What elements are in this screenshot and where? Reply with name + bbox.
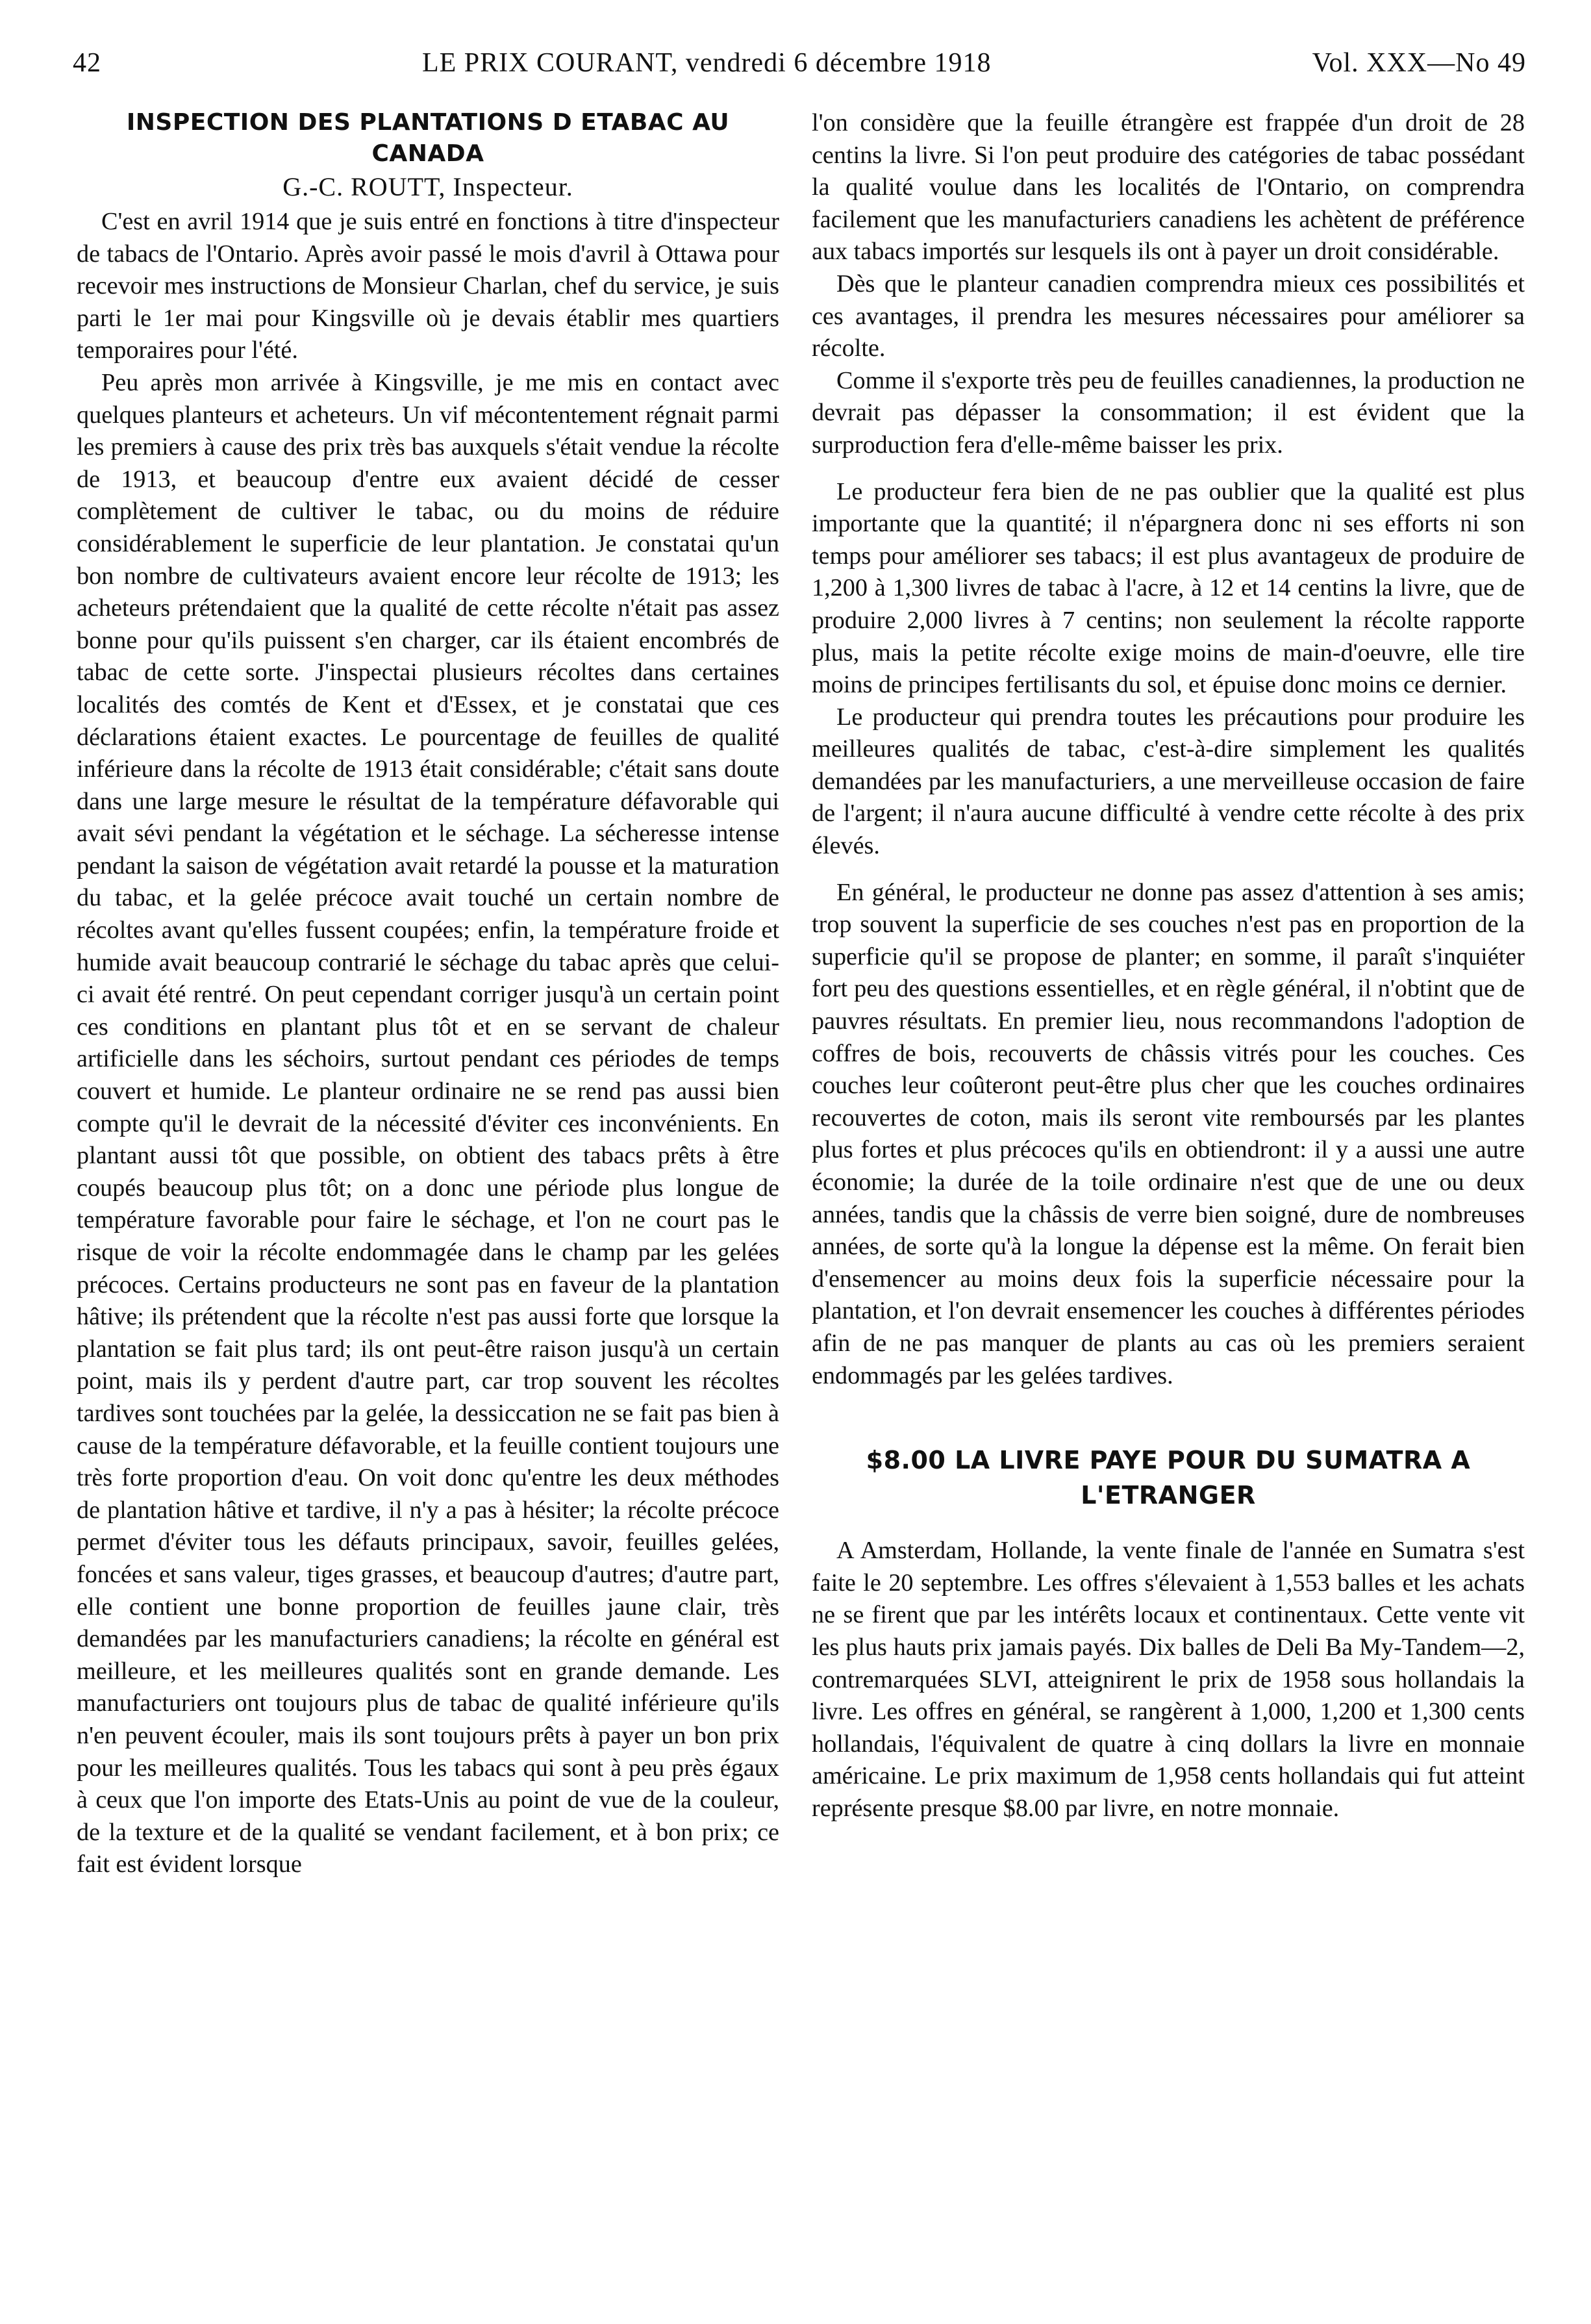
- article-paragraph: Dès que le planteur canadien comprendra mieux ces possibilités et ces avantages, il prendra les mesures nécessaires pour améliorer sa récolte.: [812, 270, 1525, 362]
- left-column: [77, 107, 779, 1881]
- article-paragraph: En général, le producteur ne donne pas assez d'attention à ses amis; trop souvent la superficie de ses couches n'est pas en proportion de la superficie qu'il se propose de planter; en somme, il paraît s'inquiéter fort peu des questions essentielles, et en règle général, il n'obtint que de pauvres résultats. En premier lieu, nous recommandons l'adoption de coffres de bois, recouverts de châssis vitrés pour les couches. Ces couches leur coûteront peut-être plus cher que les couches ordinaires recouvertes de coton, mais ils seront vite remboursés par les plantes plus fortes et plus précoces qu'ils en obtiendront: il y a aussi une autre économie; la durée de la toile ordinaire n'est que de une ou deux années, tandis que la châssis de verre bien soigné, dure de nombreuses années, de sorte qu'à la longue la dépense est la même. On ferait bien d'ensemencer au moins deux fois la superficie nécessaire pour la plantation, et l'on devrait ensemencer les couches à différentes périodes afin de ne pas manquer de plants au cas où les premiers seraient endommagés par les gelées tardives.: [812, 878, 1525, 1389]
- article-paragraph: Le producteur fera bien de ne pas oublier que la qualité est plus importante que la quantité; il n'épargnera donc ni ses efforts ni son temps pour améliorer ses tabacs; il est plus avantageux de produire de 1,200 à 1,300 livres de tabac à l'acre, à 12 et 14 centins la livre, que de produire 2,000 livres à 7 centins; non seulement la récolte rapporte plus, mais la petite récolte exige moins de main-d'oeuvre, elle tire moins de principes fertilisants du sol, et épuise donc moins ce dernier.: [812, 477, 1525, 699]
- article-title-inspection: INSPECTION DES PLANTATIONS D ETABAC AU CANADA: [126, 109, 730, 167]
- page-header: [73, 34, 1526, 92]
- volume-number: Vol. XXX—No 49: [1312, 48, 1526, 78]
- article-paragraph: C'est en avril 1914 que je suis entré en fonctions à titre d'inspecteur de tabacs de l'Ontario. Après avoir passé le mois d'avril à Ottawa pour recevoir mes instructions de Monsieur Charlan, chef du service, je suis parti le 1er mai pour Kingsville où je devais établir mes quartiers temporaires pour l'été.: [77, 208, 779, 364]
- right-column: [812, 107, 1525, 1825]
- article-paragraph: Peu après mon arrivée à Kingsville, je me mis en contact avec quelques planteurs et acheteurs. Un vif mécontentement régnait parmi les premiers à cause des prix très bas auxquels s'était vendue la récolte de 1913, et beaucoup d'entre eux avaient décidé de cesser complètement de cultiver le tabac, ou du moins de réduire considérablement le superficie de leur plantation. Je constatai qu'un bon nombre de cultivateurs avaient encore leur récolte de 1913; les acheteurs prétendaient que la qualité de cette récolte n'était pas assez bonne pour qu'ils puissent s'en charger, car ils étaient encombrés de tabac de cette sorte. J'inspectai plusieurs récoltes dans certaines localités des comtés de Kent et d'Essex, et je constatai que ces déclarations étaient exactes. Le pourcentage de feuilles de qualité inférieure dans la récolte de 1913 était considérable; c'était sans doute dans une large mesure le résultat de la température défavorable qui avait sévi pendant la végétation et le séchage. La sécheresse intense pendant la saison de végétation avait retardé la pousse et la maturation du tabac, et la gelée précoce avait touché un certain nombre de récoltes avant qu'elles fussent coupées; enfin, la température froide et humide avait beaucoup contrarié le séchage du tabac après que celui-ci avait été rentré. On peut cependant corriger jusqu'à un certain point ces conditions en plantant plus tôt et en se servant de chaleur artificielle dans les séchoirs, surtout pendant ces périodes de temps couvert et humide. Le planteur ordinaire ne se rend pas aussi bien compte qu'il le devrait de la nécessité d'éviter ces inconvénients. En plantant aussi tôt que possible, on obtient des tabacs prêts à être coupés beaucoup plus tôt; on a donc une période plus longue de température favorable pour faire le séchage, et l'on ne court pas le risque de voir la récolte endommagée dans le champ par les gelées précoces. Certains producteurs ne sont pas en faveur de la plantation hâtive; ils prétendent que la récolte n'est pas aussi forte que lorsque la plantation se fait plus tard; ils ont peut-être raison jusqu'à un certain point, mais ils y perdent d'autre part, car trop souvent les récoltes tardives sont touchées par la gelée, la dessiccation ne se fait pas bien à cause de la température défavorable, et la feuille contient toujours une très forte proportion d'eau. On voit donc qu'entre les deux méthodes de plantation hâtive et tardive, il n'y a pas à hésiter; la récolte précoce permet d'éviter tous les défauts principaux, savoir, feuilles gelées, foncées et sans valeur, tiges grasses, et beaucoup d'autres; d'autre part, elle contient une bonne proportion de feuilles jaune clair, très demandées par les manufacturiers canadiens; la récolte en général est meilleure, et les meilleures qualités sont en grande demande. Les manufacturiers ont toujours plus de tabac de qualité inférieure qu'ils n'en peuvent écouler, mais ils sont toujours prêts à payer un bon prix pour les meilleures qualités. Tous les tabacs qui sont à peu près égaux à ceux que l'on importe des Etats-Unis au point de vue de la couleur, de la texture et de la qualité se vendant facilement, et à bon prix; ce fait est évident lorsque: [77, 368, 779, 1878]
- article-paragraph: A Amsterdam, Hollande, la vente finale de l'année en Sumatra s'est faite le 20 septembre. Les offres s'élevaient à 1,553 balles et les achats ne se firent que par les intérêts locaux et continentaux. Cette vente vit les plus hauts prix jamais payés. Dix balles de Deli Ba My-Tandem—2, contremarquées SLVI, atteignirent le prix de 1958 sous hollandais la livre. Les offres en général, se rangèrent à 1,000, 1,200 et 1,300 cents hollandais, l'équivalent de quatre à cinq dollars la livre en monnaie américaine. Le prix maximum de 1,958 cents hollandais qui fut atteint représente presque $8.00 par livre, en notre monnaie.: [812, 1537, 1525, 1822]
- page-number: 42: [73, 48, 101, 78]
- article-paragraph-continued: l'on considère que la feuille étrangère est frappée d'un droit de 28 centins la livre. Si l'on peut produire des catégories de tabac possédant la qualité voulue dans les localités de l'Ontario, on comprendra facilement que les manufacturiers canadiens les achètent de préférence aux tabacs importés sur lesquels ils ont à payer un droit considérable.: [812, 109, 1525, 266]
- article-byline: G.-C. ROUTT, Inspecteur.: [282, 172, 573, 201]
- publication-line: LE PRIX COURANT, vendredi 6 décembre 1918: [422, 48, 992, 78]
- article-paragraph: Comme il s'exporte très peu de feuilles canadiennes, la production ne devrait pas dépasser la consommation; il est évident que la surproduction fera d'elle-même baisser les prix.: [812, 366, 1525, 459]
- article-title-sumatra: $8.00 LA LIVRE PAYE POUR DU SUMATRA A L'ETRANGER: [866, 1446, 1471, 1510]
- article-paragraph: Le producteur qui prendra toutes les précautions pour produire les meilleures qualités de tabac, c'est-à-dire simplement les qualités demandées par les manufacturiers, a une merveilleuse occasion de faire de l'argent; il n'aura aucune difficulté à vendre cette récolte à des prix élevés.: [812, 703, 1525, 860]
